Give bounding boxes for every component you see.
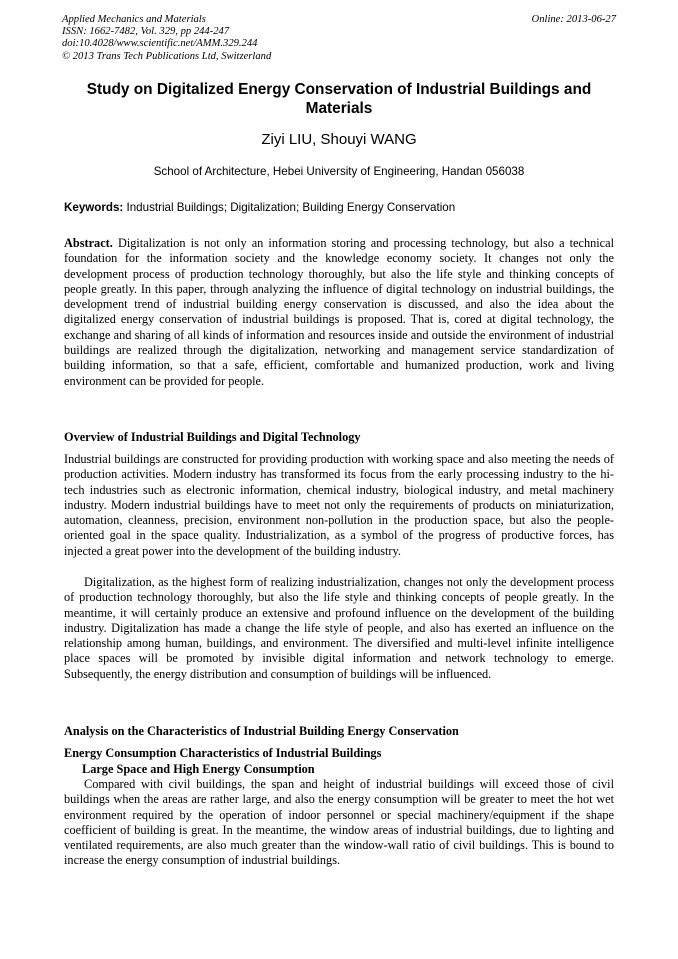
keywords-label: Keywords: <box>64 201 124 214</box>
subsection-heading-energy-characteristics: Energy Consumption Characteristics of Industrial Buildings <box>64 746 382 760</box>
doi-line: doi:10.4028/www.scientific.net/AMM.329.244 <box>62 38 258 50</box>
subsubsection-heading-large-space: Large Space and High Energy Consumption <box>82 762 315 776</box>
journal-name: Applied Mechanics and Materials <box>62 14 206 25</box>
section-heading-analysis: Analysis on the Characteristics of Industrial Building Energy Conservation <box>64 724 459 738</box>
keywords <box>64 201 618 214</box>
online-date: Online: 2013-06-27 <box>531 14 616 25</box>
abstract-label: Abstract. <box>64 236 113 250</box>
abstract <box>64 236 614 389</box>
section-heading-overview: Overview of Industrial Buildings and Digital Technology <box>64 430 361 444</box>
journal-header <box>62 14 616 63</box>
paper-title: Study on Digitalized Energy Conservation of Industrial Buildings and Materials <box>86 81 592 117</box>
keywords-text: Industrial Buildings; Digitalization; Building Energy Conservation <box>123 201 456 214</box>
copyright-line: © 2013 Trans Tech Publications Ltd, Switzerland <box>62 50 272 62</box>
authors: Ziyi LIU, Shouyi WANG <box>261 131 417 148</box>
abstract-text: Digitalization is not only an information storing and processing technology, but also a technical foundation for the information society and the knowledge economy society. It changes not only the development process of production technology thoroughly, but also the life style and thinking concepts of people greatly. In this paper, through analyzing the influence of digital technology on industrial buildings, the development trend of industrial building energy conservation is discussed, and also the idea about the digitalized energy conservation of industrial buildings is proposed. That is, cored at digital technology, the exchange and sharing of all kinds of information and resources inside and outside the environment of industrial buildings are realized through the digitalization, networking and management service standardization of building information, so that a safe, efficient, comfortable and humanized production, work and living environment can be provided for people. <box>64 236 614 388</box>
overview-paragraph-2: Digitalization, as the highest form of realizing industrialization, changes not only the development process of production technology thoroughly, but also the life style and thinking concepts of people greatly. In the meantime, it will certainly produce an extensive and profound influence on the development of the building industry. Digitalization has made a change the life style of people, and also has exerted an influence on the relationship among human, buildings, and environment. The diversified and multi-level infinite intelligence place spaces will be promoted by invisible digital information and network technology to emerge. Subsequently, the energy distribution and consumption of buildings will be influenced. <box>64 575 614 681</box>
large-space-paragraph: Compared with civil buildings, the span and height of industrial buildings will exceed those of civil buildings when the areas are rather large, and also the energy consumption will be greater to meet the hot wet environment required by the operation of indoor personnel or special machinery/equipment if the shape coefficient of building is great. In the meantime, the window areas of industrial buildings, due to lighting and ventilated requirements, are also much greater than the window-wall ratio of civil buildings. This is bound to increase the energy consumption of industrial buildings. <box>64 777 614 868</box>
affiliation: School of Architecture, Hebei University of Engineering, Handan 056038 <box>153 165 525 178</box>
overview-paragraph-1: Industrial buildings are constructed for providing production with working space and also meeting the needs of production activities. Modern industry has transformed its focus from the early processing industry to the hi-tech industries such as electronic information, chemical industry, biological industry, and metal machinery industry. Modern industrial buildings have to meet not only the requirements of products on miniaturization, automation, cleanness, precision, environment non-pollution in the production space, but also the people-oriented goal in the space quality. Industrialization, as a symbol of the progress of productive forces, has injected a great power into the development of the building industry. <box>64 452 614 558</box>
issn-line: ISSN: 1662-7482, Vol. 329, pp 244-247 <box>62 26 230 38</box>
